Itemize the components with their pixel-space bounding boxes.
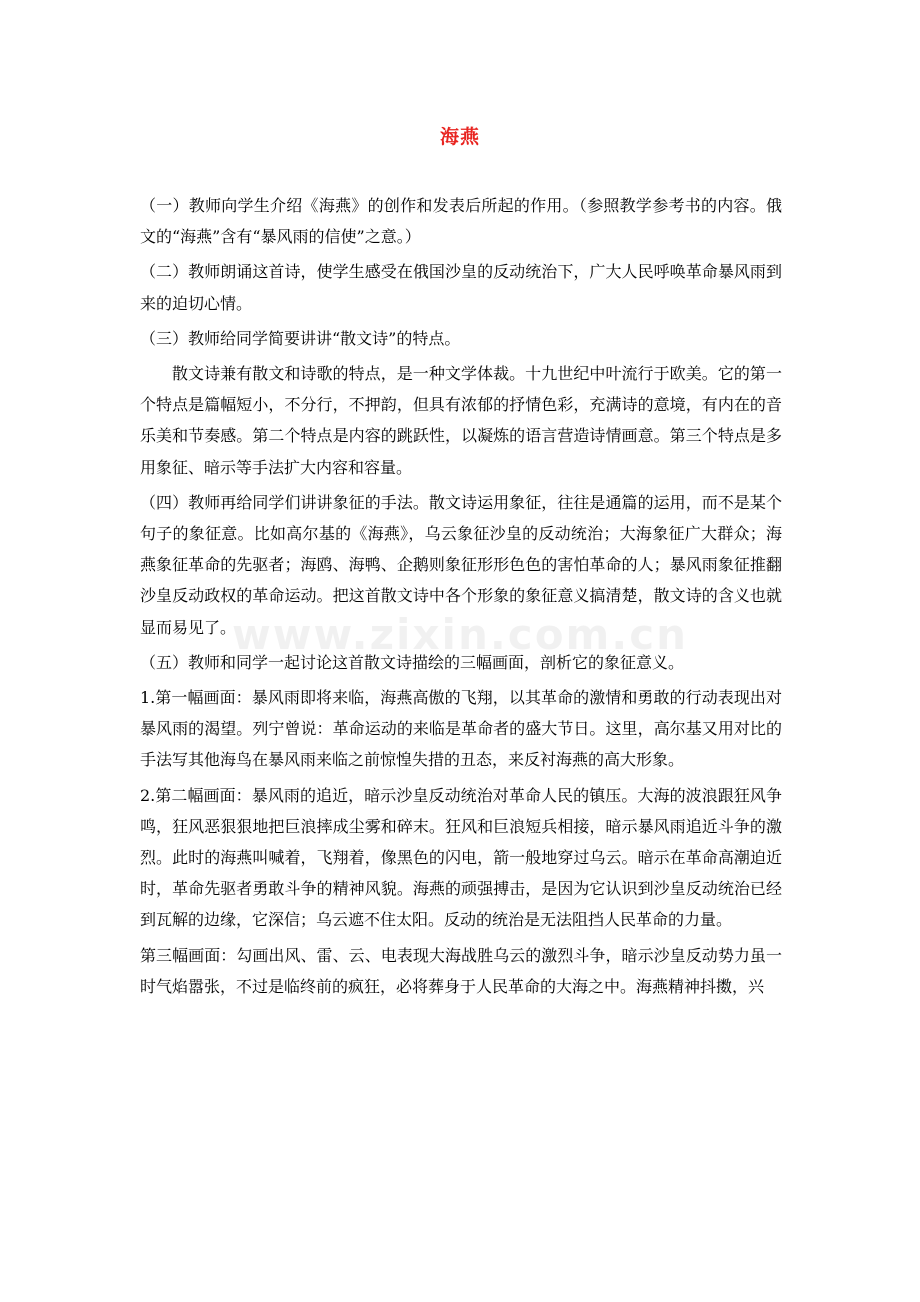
paragraph-symbolism: （四）教师再给同学们讲讲象征的手法。散文诗运用象征，往往是通篇的运用，而不是某个句子的象征意。比如高尔基的《海燕》，乌云象征沙皇的反动统治；大海象征广大群众；海燕象征革命的先驱者；海鸥、海鸭、企鹅则象征形形色色的害怕革命的人；暴风雨象征推翻沙皇反动政权的革命运动。把这首散文诗中各个形象的象征意义搞清楚，散文诗的含义也就显而易见了。 xyxy=(140,492,782,637)
paragraph-intro: （一）教师向学生介绍《海燕》的创作和发表后所起的作用。（参照教学参考书的内容。俄文的“海燕”含有“暴风雨的信使”之意。） xyxy=(140,196,782,247)
watermark: www.zixin.com.cn xyxy=(231,610,689,659)
paragraph-prose-poem-heading: （三）教师给同学简要讲讲“散文诗”的特点。 xyxy=(140,328,461,348)
paragraph-scene-two: 2.第二幅画面：暴风雨的追近，暗示沙皇反动统治对革命人民的镇压。大海的波浪跟狂风争鸣，狂风恶狠狠地把巨浪摔成尘雾和碎末。狂风和巨浪短兵相接，暗示暴风雨追近斗争的激烈。此时的海燕叫喊着，飞翔着，像黑色的闪电，箭一般地穿过乌云。暗示在革命高潮迫近时，革命先驱者勇敢斗争的精神风貌。海燕的顽强搏击，是因为它认识到沙皇反动统治已经到瓦解的边缘，它深信；乌云遮不住太阳。反动的统治是无法阻挡人民革命的力量。 xyxy=(140,785,782,930)
paragraph-discussion: （五）教师和同学一起讨论这首散文诗描绘的三幅画面，剖析它的象征意义。 xyxy=(140,652,685,672)
paragraph-recital: （二）教师朗诵这首诗，使学生感受在俄国沙皇的反动统治下，广大人民呼唤革命暴风雨到来的迫切心情。 xyxy=(140,262,782,313)
document-body xyxy=(140,190,782,1006)
paragraph-prose-poem-features: 散文诗兼有散文和诗歌的特点，是一种文学体裁。十九世纪中叶流行于欧美。它的第一个特点是篇幅短小，不分行，不押韵，但具有浓郁的抒情色彩，充满诗的意境，有内在的音乐美和节奏感。第二个特点是内容的跳跃性，以凝炼的语言营造诗情画意。第三个特点是多用象征、暗示等手法扩大内容和容量。 xyxy=(140,364,782,477)
paragraph-scene-three: 第三幅画面：勾画出风、雷、云、电表现大海战胜乌云的激烈斗争，暗示沙皇反动势力虽一时气焰嚣张，不过是临终前的疯狂，必将葬身于人民革命的大海之中。海燕精神抖擞，兴 xyxy=(140,945,782,996)
paragraph-scene-one: 1.第一幅画面：暴风雨即将来临，海燕高傲的飞翔，以其革命的激情和勇敢的行动表现出对暴风雨的渴望。列宁曾说：革命运动的来临是革命者的盛大节日。这里，高尔基又用对比的手法写其他海鸟在暴风雨来临之前惊惶失措的丑态，来反衬海燕的高大形象。 xyxy=(140,688,782,770)
document-title: 海燕 xyxy=(439,126,480,148)
